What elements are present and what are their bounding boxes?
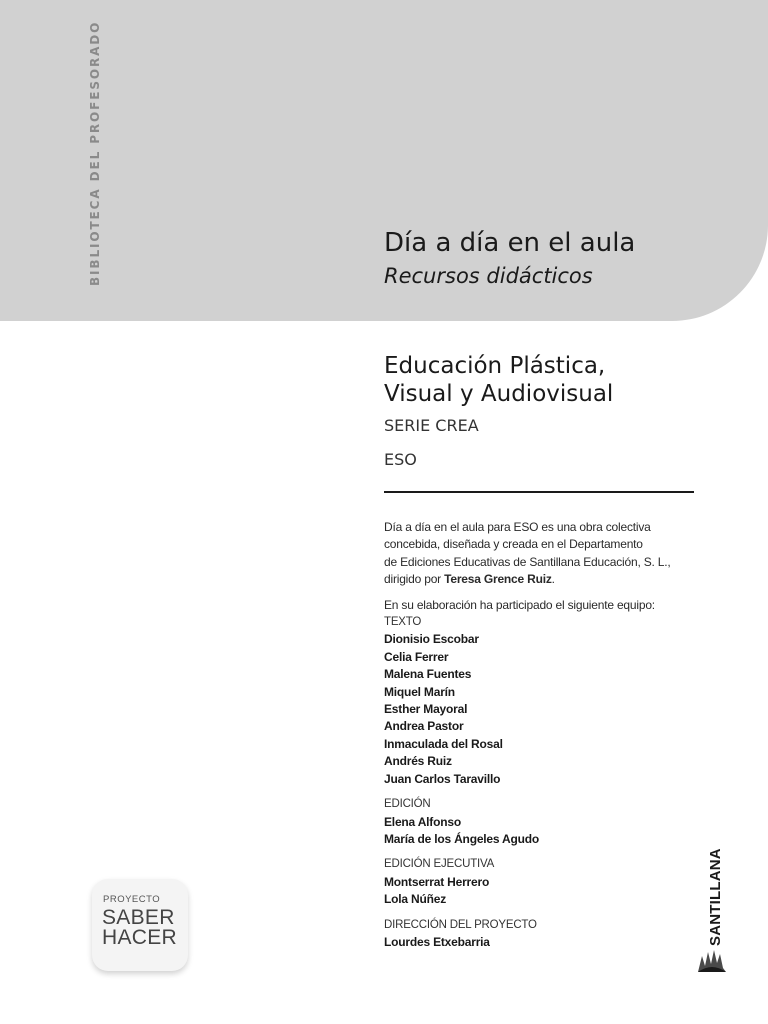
credit-name: Montserrat Herrero xyxy=(384,874,490,889)
saber-hacer-badge xyxy=(92,879,188,971)
santillana-logo-icon xyxy=(694,858,730,974)
badge-word-1: SABER xyxy=(102,906,175,929)
credit-name: María de los Ángeles Agudo xyxy=(384,831,540,846)
credits-block xyxy=(384,519,684,951)
section-label: DIRECCIÓN DEL PROYECTO xyxy=(384,918,537,931)
subject-line-1: Educación Plástica, xyxy=(384,353,606,379)
credit-name: Elena Alfonso xyxy=(384,814,461,829)
credit-name: Andrea Pastor xyxy=(384,719,464,734)
book-title: Día a día en el aula xyxy=(384,228,636,258)
intro-line: dirigido por xyxy=(384,572,445,587)
book-subtitle: Recursos didácticos xyxy=(384,264,593,288)
intro-line: de Ediciones Educativas de Santillana Educación, S. L., xyxy=(384,554,671,569)
section-label: TEXTO xyxy=(384,616,422,629)
credit-name: Esther Mayoral xyxy=(384,702,468,717)
credit-name: Inmaculada del Rosal xyxy=(384,736,503,751)
credit-name: Lola Núñez xyxy=(384,892,447,907)
credit-name: Dionisio Escobar xyxy=(384,632,479,647)
team-intro: En su elaboración ha participado el siguiente equipo: xyxy=(384,597,655,612)
series-label: SERIE CREA xyxy=(384,416,479,435)
intro-line: Día a día en el aula para ESO es una obra colectiva xyxy=(384,520,651,534)
badge-small-text: PROYECTO xyxy=(103,894,161,905)
section-label: EDICIÓN EJECUTIVA xyxy=(384,858,495,871)
credit-name: Celia Ferrer xyxy=(384,649,449,664)
publisher-name: SANTILLANA xyxy=(707,848,724,946)
section-label: EDICIÓN xyxy=(384,798,431,811)
intro-line-end: . xyxy=(551,572,555,587)
credit-name: Miquel Marín xyxy=(384,684,455,699)
level-label: ESO xyxy=(384,450,417,469)
director-name: Teresa Grence Ruiz xyxy=(444,572,552,587)
intro-line: concebida, diseñada y creada en el Departamento xyxy=(384,537,643,552)
side-label: BIBLIOTECA DEL PROFESORADO xyxy=(88,20,102,286)
credit-name: Malena Fuentes xyxy=(384,667,472,682)
subject-line-2: Visual y Audiovisual xyxy=(384,381,614,407)
divider xyxy=(384,491,694,493)
badge-word-2: HACER xyxy=(102,926,178,949)
credit-name: Juan Carlos Taravillo xyxy=(384,771,501,786)
credit-name: Andrés Ruiz xyxy=(384,754,452,769)
credit-name: Lourdes Etxebarria xyxy=(384,934,490,949)
subject-title xyxy=(384,352,613,408)
credits-intro xyxy=(384,519,684,589)
